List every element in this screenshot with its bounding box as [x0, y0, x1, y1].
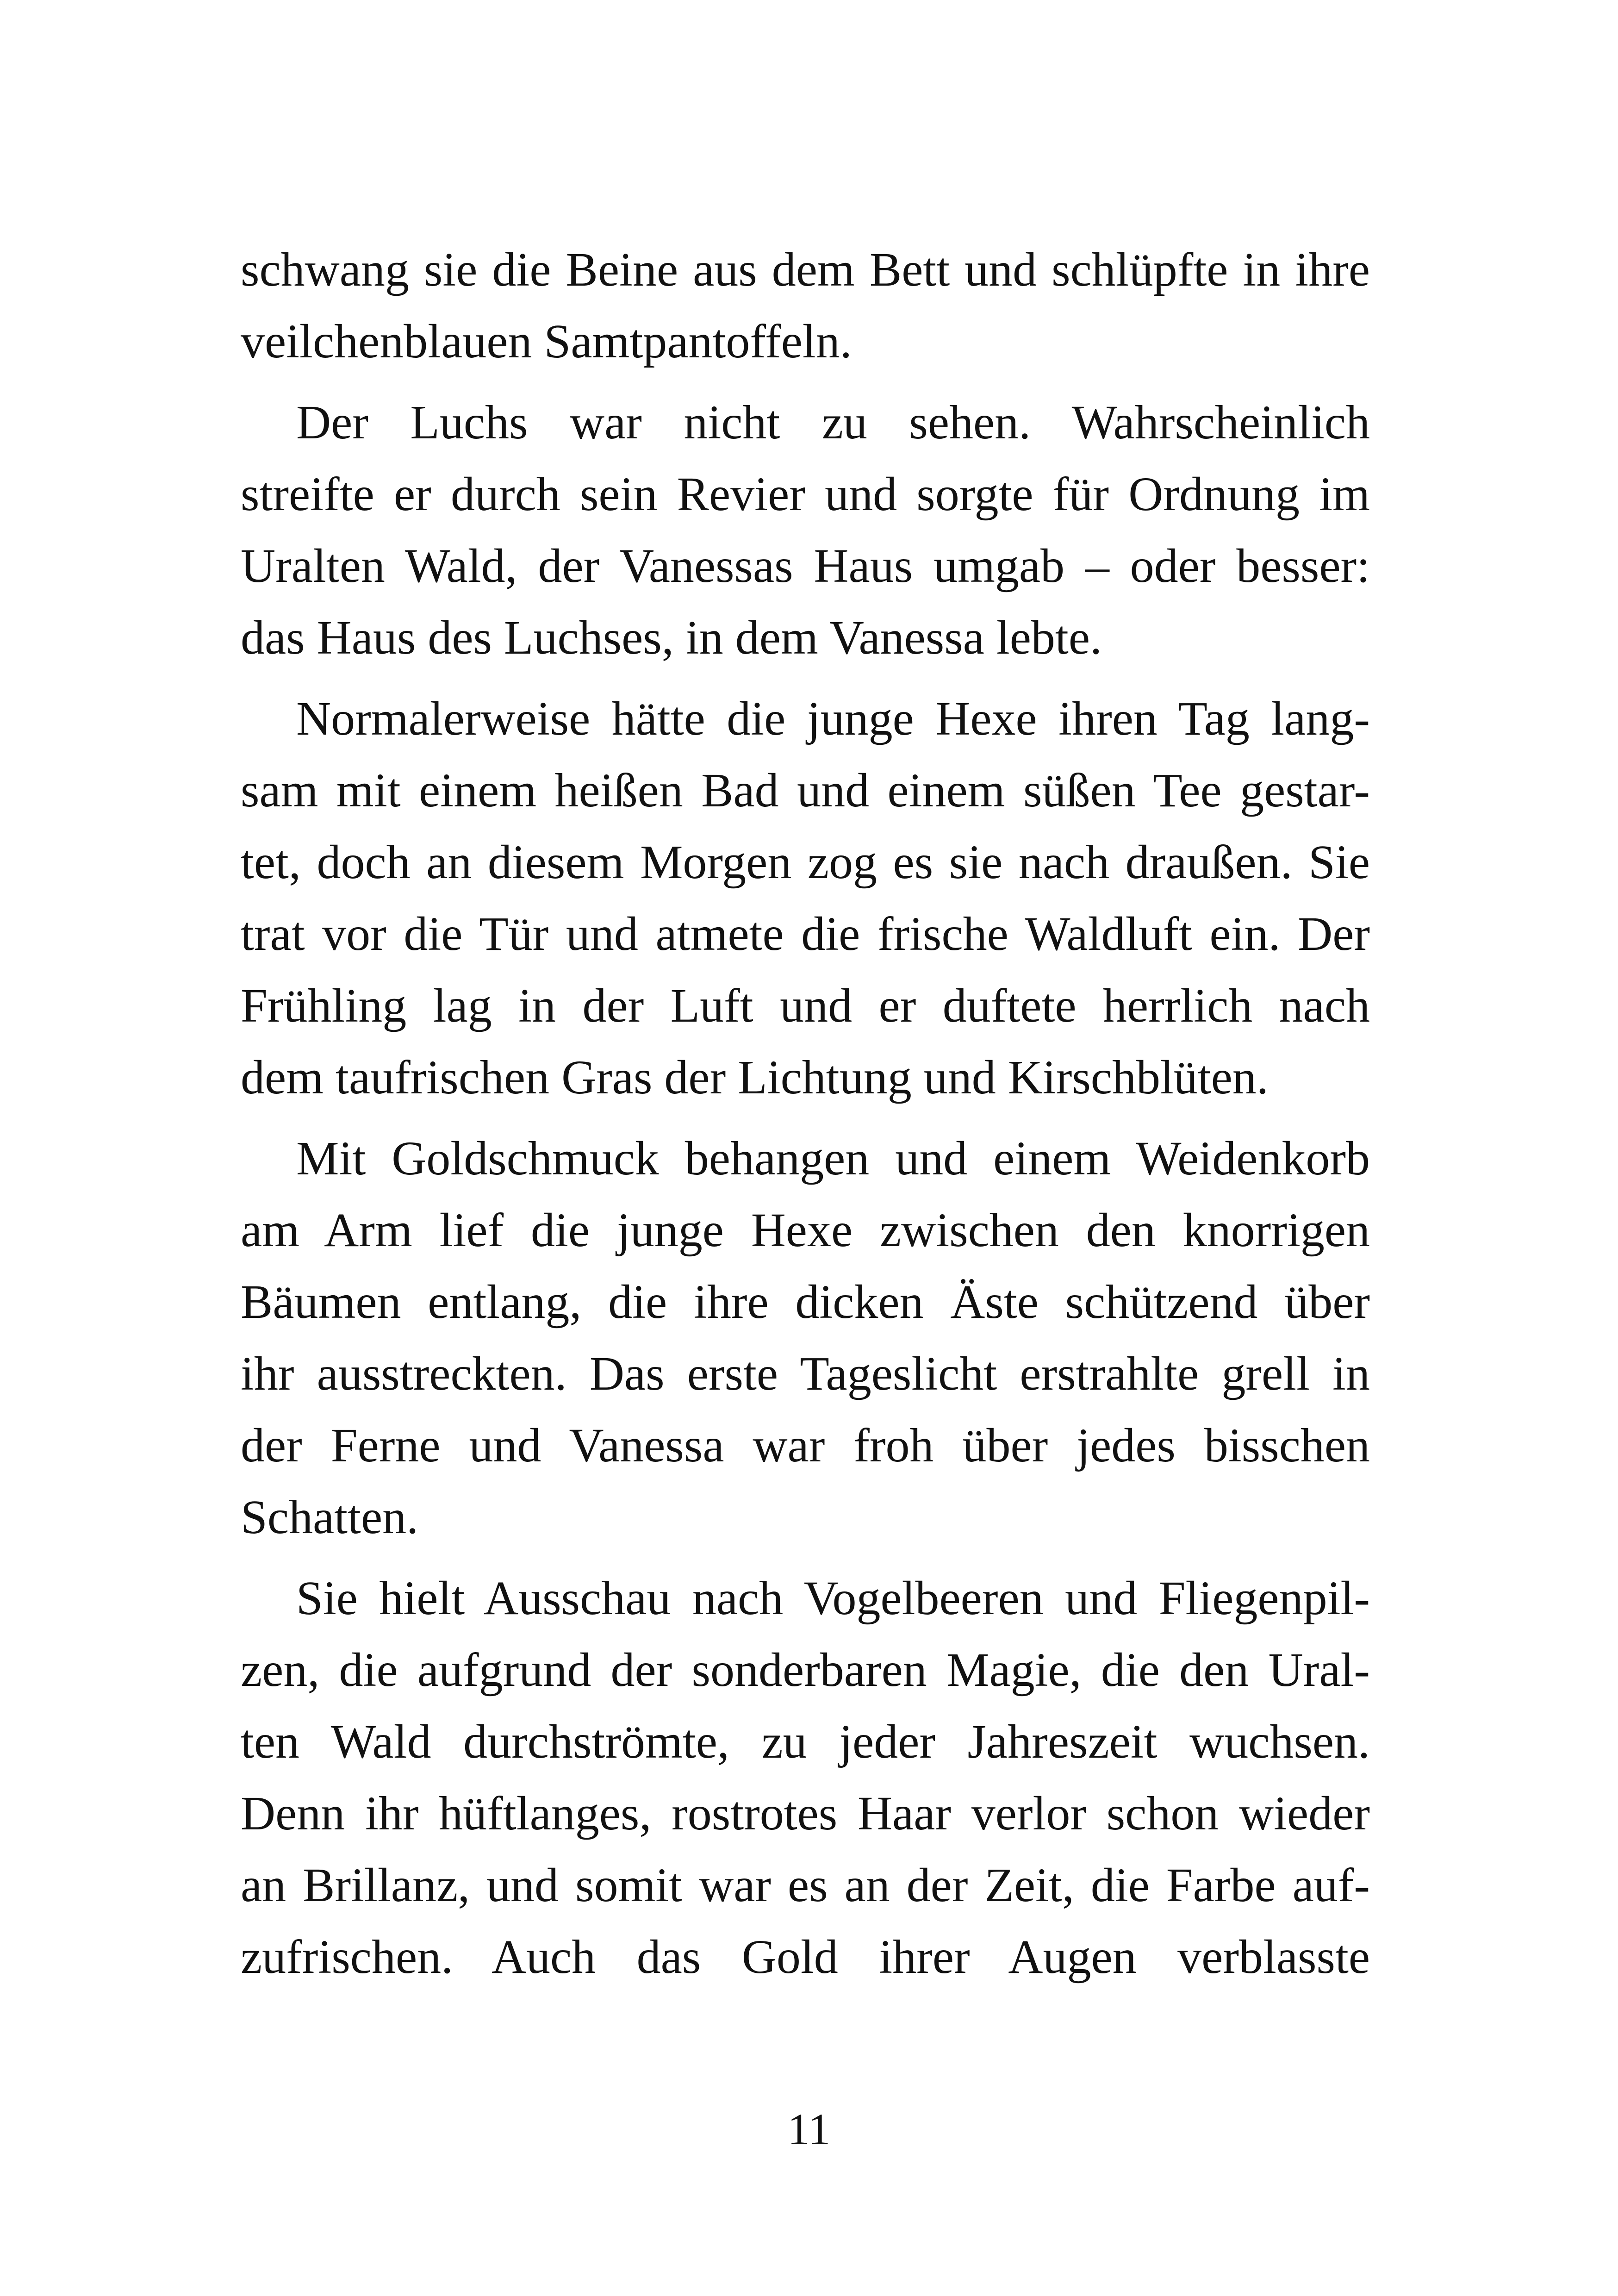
text-line: sam mit einem heißen Bad und einem süßen Tee gestar- [241, 764, 1370, 817]
text-line: der Ferne und Vanessa war froh über jedes bisschen [241, 1419, 1370, 1472]
text-line: trat vor die Tür und atmete die frische Waldluft ein. Der [241, 907, 1370, 961]
text-line: Denn ihr hüftlanges, rostrotes Haar verlor schon wieder [241, 1787, 1370, 1840]
text-line: am Arm lief die junge Hexe zwischen den knorrigen [241, 1204, 1370, 1257]
paragraph-4 [241, 1123, 1370, 1553]
text-line: zufrischen. Auch das Gold ihrer Augen verblasste [241, 1930, 1370, 1984]
text-line: Frühling lag in der Luft und er duftete herrlich nach [241, 979, 1370, 1032]
text-line: Mit Goldschmuck behangen und einem Weidenkorb [296, 1132, 1370, 1185]
paragraph-2 [241, 387, 1370, 674]
text-line: dem taufrischen Gras der Lichtung und Kirschblüten. [241, 1051, 1269, 1104]
text-line: zen, die aufgrund der sonderbaren Magie, die den Ural- [241, 1643, 1370, 1697]
text-line: veilchenblauen Samtpantoffeln. [241, 315, 852, 368]
paragraph-3 [241, 683, 1370, 1113]
text-line: ten Wald durchströmte, zu jeder Jahreszeit wuchsen. [241, 1715, 1370, 1768]
text-line: schwang sie die Beine aus dem Bett und schlüpfte in ihre [241, 243, 1370, 296]
paragraph-5 [241, 1562, 1370, 1993]
paragraph-1 [241, 234, 1370, 377]
page-number: 11 [787, 2104, 831, 2154]
text-line: Der Luchs war nicht zu sehen. Wahrscheinlich [296, 396, 1370, 449]
text-line: ihr ausstreckten. Das erste Tageslicht erstrahlte grell in [241, 1347, 1370, 1400]
text-line: Uralten Wald, der Vanessas Haus umgab – oder besser: [241, 539, 1370, 593]
text-line: an Brillanz, und somit war es an der Zeit, die Farbe auf- [241, 1859, 1370, 1912]
body-text [241, 234, 1370, 2002]
text-line: tet, doch an diesem Morgen zog es sie nach draußen. Sie [241, 836, 1370, 889]
text-line: streifte er durch sein Revier und sorgte für Ordnung im [241, 468, 1370, 521]
text-line: das Haus des Luchses, in dem Vanessa lebte. [241, 611, 1102, 664]
text-line: Normalerweise hätte die junge Hexe ihren Tag lang- [296, 692, 1370, 745]
text-line: Schatten. [241, 1491, 419, 1544]
text-line: Sie hielt Ausschau nach Vogelbeeren und Fliegenpil- [296, 1572, 1370, 1625]
text-line: Bäumen entlang, die ihre dicken Äste schützend über [241, 1275, 1370, 1329]
